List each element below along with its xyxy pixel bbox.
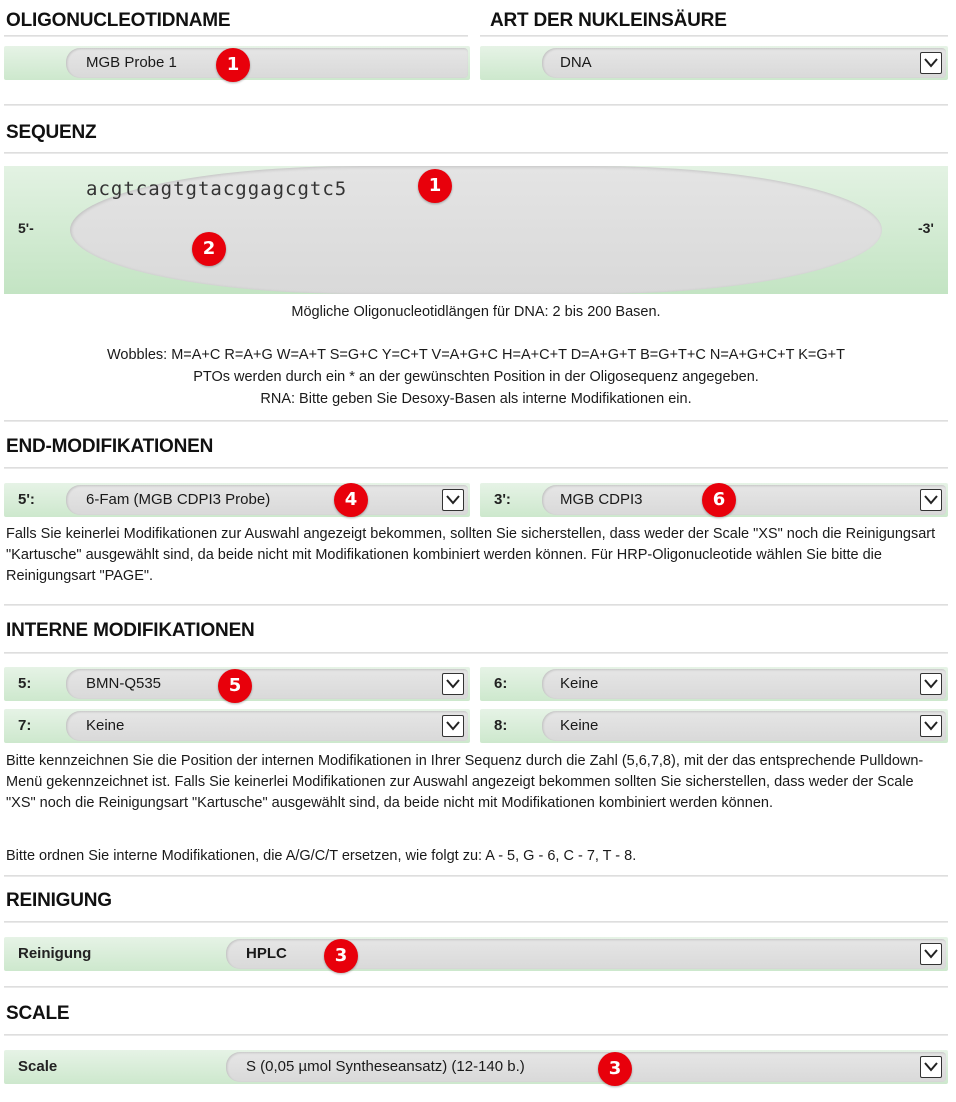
internal-mod-8-label: 8:	[494, 717, 508, 734]
internal-mod-6-select[interactable]	[480, 667, 948, 701]
sequence-value: acgtcagtgtacggagcgtc5	[86, 178, 348, 200]
chevron-down-icon[interactable]	[920, 943, 942, 965]
purification-select[interactable]	[4, 937, 948, 971]
internal-mods-note: Bitte kennzeichnen Sie die Position der internen Modifikationen in Ihrer Sequenz durch die Zahl (5,6,7,8), mit der das entsprechende Pulldown-Menü gekennzeichnet ist. Falls Sie keinerlei Modifikationen zur Auswahl angezeigt bekommen sollten Sie sicherstellen, dass weder der Scale "XS" noch die Reinigungsart "Kartusche" ausgewählt sind, da beide nicht mit Modifikationen kombiniert werden können.	[6, 753, 924, 811]
section-title-internal-mods: INTERNE MODIFIKATIONEN	[6, 620, 255, 641]
scale-value: S (0,05 µmol Syntheseansatz) (12-140 b.)	[246, 1058, 525, 1075]
rna-note: RNA: Bitte geben Sie Desoxy-Basen als interne Modifikationen ein.	[260, 391, 692, 407]
three-prime-label: 3':	[494, 491, 511, 508]
annotation-badge-sequence-1: 1	[418, 169, 452, 203]
internal-mod-7-select[interactable]	[4, 709, 470, 743]
scale-label: Scale	[18, 1058, 58, 1075]
internal-mod-6-value: Keine	[560, 675, 599, 692]
oligo-name-input[interactable]: MGB Probe 1	[86, 54, 177, 71]
pto-note: PTOs werden durch ein * an der gewünschten Position in der Oligosequenz angegeben.	[193, 369, 759, 385]
annotation-badge-three-prime: 6	[702, 483, 736, 517]
five-prime-value: 6-Fam (MGB CDPI3 Probe)	[86, 491, 271, 508]
internal-mod-5-value: BMN-Q535	[86, 675, 162, 692]
chevron-down-icon[interactable]	[442, 715, 464, 737]
chevron-down-icon[interactable]	[920, 1056, 942, 1078]
section-title-nucleic-acid: ART DER NUKLEINSÄURE	[490, 10, 727, 31]
sequence-3-end-label: -3'	[918, 220, 934, 236]
end-mods-note: Falls Sie keinerlei Modifikationen zur Auswahl angezeigt bekommen, sollten Sie sicherstellen, dass weder der Scale "XS" noch die Reinigungsart "Kartusche" ausgewählt sind, da beide nicht mit Modifikationen kombiniert werden können. Für HRP-Oligonucleotide wählen Sie bitte die Reinigungsart "PAGE".	[6, 526, 936, 584]
sequence-length-note: Mögliche Oligonucleotidlängen für DNA: 2 bis 200 Basen.	[291, 304, 661, 320]
five-prime-label: 5':	[18, 491, 35, 508]
internal-mod-7-value: Keine	[86, 717, 125, 734]
five-prime-mod-select[interactable]	[4, 483, 470, 517]
annotation-badge-oligo-name: 1	[216, 48, 250, 82]
chevron-down-icon[interactable]	[920, 673, 942, 695]
annotation-badge-scale: 3	[598, 1052, 632, 1086]
chevron-down-icon[interactable]	[920, 52, 942, 74]
internal-mod-6-label: 6:	[494, 675, 508, 692]
sequence-5-end-label: 5'-	[18, 220, 34, 236]
chevron-down-icon[interactable]	[442, 489, 464, 511]
purification-value: HPLC	[246, 945, 287, 962]
annotation-badge-five-prime: 4	[334, 483, 368, 517]
internal-mod-5-label: 5:	[18, 675, 32, 692]
three-prime-value: MGB CDPI3	[560, 491, 643, 508]
section-title-sequence: SEQUENZ	[6, 122, 97, 143]
nucleic-acid-select[interactable]	[480, 46, 948, 80]
annotation-badge-purification: 3	[324, 939, 358, 973]
section-title-end-mods: END-MODIFIKATIONEN	[6, 436, 214, 457]
annotation-badge-internal-5: 5	[218, 669, 252, 703]
internal-mod-8-select[interactable]	[480, 709, 948, 743]
wobbles-note: Wobbles: M=A+C R=A+G W=A+T S=G+C Y=C+T V=A+G+C H=A+C+T D=A+G+T B=G+T+C N=A+G+C+T K=G+T	[107, 347, 845, 363]
internal-mods-mapping-note: Bitte ordnen Sie interne Modifikationen, die A/G/C/T ersetzen, wie folgt zu: A - 5, G - 6, C - 7, T - 8.	[6, 848, 637, 864]
section-title-purification: REINIGUNG	[6, 890, 112, 911]
section-title-scale: SCALE	[6, 1003, 70, 1024]
purification-label: Reinigung	[18, 945, 92, 962]
nucleic-acid-value: DNA	[560, 54, 592, 71]
section-title-oligo-name: OLIGONUCLEOTIDNAME	[6, 10, 231, 31]
chevron-down-icon[interactable]	[920, 715, 942, 737]
chevron-down-icon[interactable]	[920, 489, 942, 511]
chevron-down-icon[interactable]	[442, 673, 464, 695]
scale-select[interactable]	[4, 1050, 948, 1084]
annotation-badge-sequence-2: 2	[192, 232, 226, 266]
internal-mod-8-value: Keine	[560, 717, 599, 734]
internal-mod-7-label: 7:	[18, 717, 32, 734]
